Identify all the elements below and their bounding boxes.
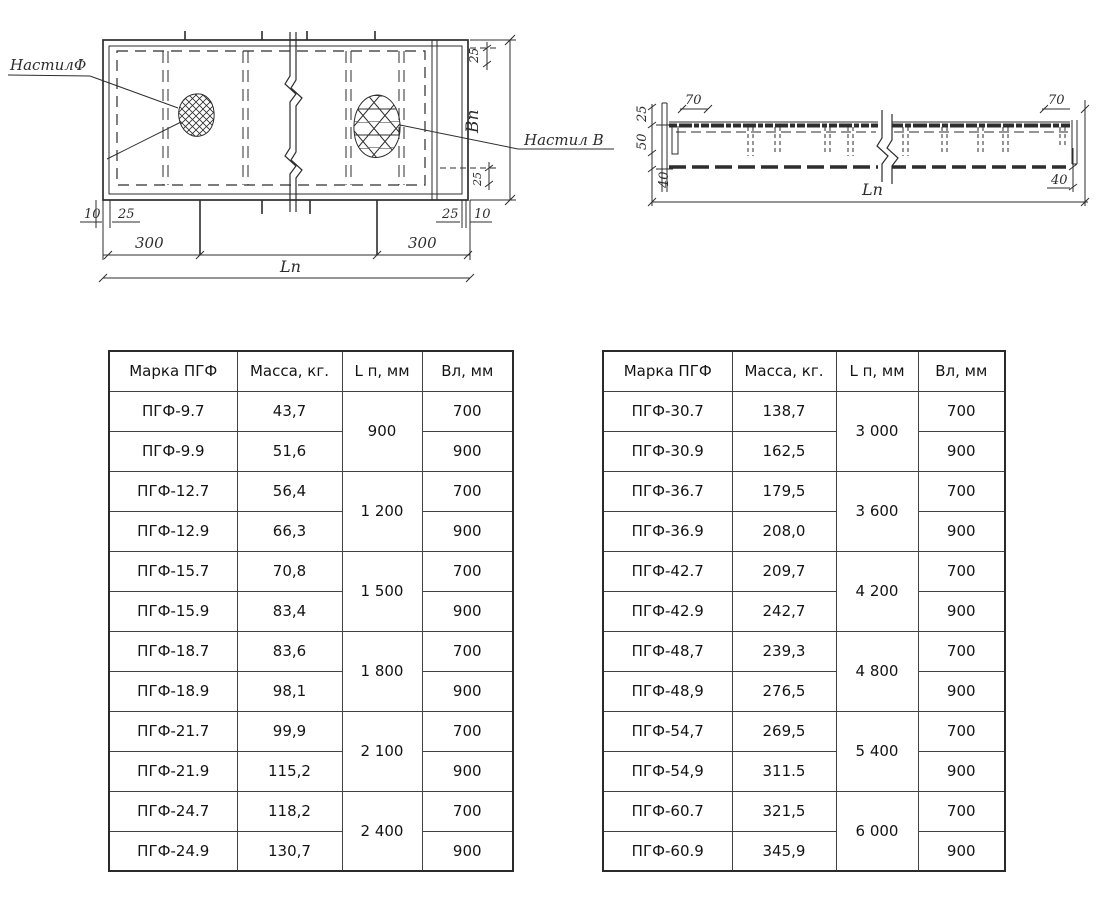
cell-mass: 311.5 (732, 751, 836, 791)
cell-mass: 56,4 (237, 471, 342, 511)
cell-mass: 239,3 (732, 631, 836, 671)
cell-mass: 162,5 (732, 431, 836, 471)
cell-mark: ПГФ-12.9 (109, 511, 237, 551)
cell-mass: 209,7 (732, 551, 836, 591)
table-row (109, 791, 513, 831)
section-dim-25: 25 (635, 105, 650, 122)
cell-bl: 900 (422, 431, 513, 471)
cell-mark: ПГФ-60.9 (603, 831, 732, 871)
table-row (109, 511, 513, 551)
dim-lp-plan (99, 257, 474, 282)
cell-mark: ПГФ-9.9 (109, 431, 237, 471)
header-mark: Марка ПГФ (109, 351, 237, 391)
table-header-row (603, 351, 1005, 391)
cell-bl: 900 (918, 511, 1005, 551)
table-row (603, 431, 1005, 471)
cell-bl: 700 (918, 551, 1005, 591)
cell-bl: 700 (918, 471, 1005, 511)
table-row (603, 511, 1005, 551)
cell-bl: 700 (422, 631, 513, 671)
cell-mass: 43,7 (237, 391, 342, 431)
cell-bl: 900 (918, 431, 1005, 471)
cell-bl: 700 (918, 711, 1005, 751)
table-row (603, 631, 1005, 671)
header-mark: Марка ПГФ (603, 351, 732, 391)
cell-lp: 4 200 (836, 551, 918, 631)
table-row (109, 671, 513, 711)
cell-bl: 900 (422, 751, 513, 791)
cell-bl: 900 (422, 511, 513, 551)
cell-mark: ПГФ-42.7 (603, 551, 732, 591)
section-dim-70-left: 70 (685, 93, 702, 108)
dim-top-25 (467, 42, 497, 70)
nastil-v-label: Настил В (524, 131, 604, 149)
cell-lp: 2 400 (342, 791, 422, 871)
cell-lp: 5 400 (836, 711, 918, 791)
plan-view-drawing (0, 18, 620, 290)
table-row (603, 551, 1005, 591)
cell-lp: 4 800 (836, 631, 918, 711)
section-dim-lp: Lп (862, 180, 883, 199)
cell-mark: ПГФ-18.9 (109, 671, 237, 711)
cell-bl: 900 (422, 591, 513, 631)
cell-mass: 118,2 (237, 791, 342, 831)
cell-bl: 700 (422, 471, 513, 511)
table-row (109, 711, 513, 751)
section-dim-50: 50 (635, 133, 650, 150)
dim-bottom-left (80, 200, 140, 260)
table-row (109, 751, 513, 791)
cell-mass: 130,7 (237, 831, 342, 871)
table-row (603, 471, 1005, 511)
cell-lp: 1 200 (342, 471, 422, 551)
cell-mark: ПГФ-48,7 (603, 631, 732, 671)
table-row (109, 471, 513, 511)
cell-mark: ПГФ-42.9 (603, 591, 732, 631)
cell-mark: ПГФ-21.7 (109, 711, 237, 751)
cell-bl: 900 (918, 831, 1005, 871)
label-nastil-f (8, 56, 181, 159)
table-row (603, 791, 1005, 831)
table-row (603, 711, 1005, 751)
dim-70-left (678, 93, 712, 113)
cell-mass: 98,1 (237, 671, 342, 711)
dim-lp-section (648, 180, 1089, 206)
table-row (603, 751, 1005, 791)
cell-mark: ПГФ-12.7 (109, 471, 237, 511)
header-lp: L п, мм (342, 351, 422, 391)
cell-lp: 900 (342, 391, 422, 471)
cell-bl: 900 (918, 751, 1005, 791)
table-row (109, 631, 513, 671)
cell-bl: 700 (422, 551, 513, 591)
cell-mark: ПГФ-24.9 (109, 831, 237, 871)
cell-mark: ПГФ-30.7 (603, 391, 732, 431)
cell-mass: 269,5 (732, 711, 836, 751)
spec-table-right (602, 350, 1006, 872)
cell-mass: 83,6 (237, 631, 342, 671)
plan-dim-25-right: 25 (442, 207, 459, 222)
plan-dim-25-inner: 25 (471, 172, 484, 186)
table-row (603, 831, 1005, 871)
table-row (109, 431, 513, 471)
section-dim-40-left: 40 (657, 171, 672, 188)
plan-dim-bp: Вп (463, 109, 483, 133)
nastil-f-hatch (179, 94, 214, 136)
panel-frame (103, 40, 468, 200)
section-break-lines (877, 110, 898, 184)
dim-bottom-right (436, 200, 492, 260)
cell-mass: 179,5 (732, 471, 836, 511)
cell-mark: ПГФ-54,9 (603, 751, 732, 791)
cell-bl: 900 (918, 591, 1005, 631)
cell-mass: 321,5 (732, 791, 836, 831)
cell-mass: 51,6 (237, 431, 342, 471)
table-row (109, 391, 513, 431)
cell-lp: 1 800 (342, 631, 422, 711)
edge-ticks (185, 31, 377, 255)
plan-dim-25-top: 25 (467, 47, 481, 63)
cell-bl: 700 (918, 791, 1005, 831)
cell-bl: 700 (422, 391, 513, 431)
cell-mass: 66,3 (237, 511, 342, 551)
table-row (603, 591, 1005, 631)
plan-dim-300-right: 300 (408, 234, 437, 252)
cell-bl: 700 (422, 711, 513, 751)
cell-mark: ПГФ-9.7 (109, 391, 237, 431)
plan-dim-10-right: 10 (474, 207, 491, 222)
dim-70-right (1040, 93, 1089, 113)
cell-mark: ПГФ-21.9 (109, 751, 237, 791)
cell-lp: 2 100 (342, 711, 422, 791)
cell-mass: 70,8 (237, 551, 342, 591)
table-row (603, 391, 1005, 431)
cell-bl: 900 (918, 671, 1005, 711)
nastil-v-hatch (354, 95, 400, 157)
cell-mark: ПГФ-60.7 (603, 791, 732, 831)
cell-mark: ПГФ-36.9 (603, 511, 732, 551)
cell-bl: 900 (422, 671, 513, 711)
table-row (109, 551, 513, 591)
header-mass: Масса, кг. (732, 351, 836, 391)
rebar-studs (672, 126, 1065, 156)
cell-bl: 700 (918, 631, 1005, 671)
plan-dim-lp: Lп (280, 257, 301, 276)
section-dim-70-right: 70 (1048, 93, 1065, 108)
cell-lp: 6 000 (836, 791, 918, 871)
header-bl: Вл, мм (918, 351, 1005, 391)
cell-mass: 208,0 (732, 511, 836, 551)
table-row (603, 671, 1005, 711)
cell-lp: 1 500 (342, 551, 422, 631)
section-view-drawing (620, 80, 1116, 235)
cell-mark: ПГФ-48,9 (603, 671, 732, 711)
table-row (109, 591, 513, 631)
cell-lp: 3 600 (836, 471, 918, 551)
spec-table-left (108, 350, 514, 872)
plan-dim-25-left: 25 (118, 207, 135, 222)
cell-bl: 700 (422, 791, 513, 831)
section-dim-40-right: 40 (1051, 173, 1068, 188)
dim-300 (103, 234, 472, 259)
plan-dim-300-left: 300 (135, 234, 164, 252)
cell-lp: 3 000 (836, 391, 918, 471)
dim-40-right (1047, 148, 1077, 192)
cell-mass: 99,9 (237, 711, 342, 751)
cell-mass: 242,7 (732, 591, 836, 631)
header-bl: Вл, мм (422, 351, 513, 391)
cell-mark: ПГФ-30.9 (603, 431, 732, 471)
cell-mark: ПГФ-24.7 (109, 791, 237, 831)
cell-mass: 138,7 (732, 391, 836, 431)
cell-mark: ПГФ-36.7 (603, 471, 732, 511)
cell-mass: 345,9 (732, 831, 836, 871)
cell-mark: ПГФ-15.7 (109, 551, 237, 591)
plan-dim-10-left: 10 (84, 207, 101, 222)
cell-mark: ПГФ-54,7 (603, 711, 732, 751)
header-lp: L п, мм (836, 351, 918, 391)
cell-mass: 276,5 (732, 671, 836, 711)
cell-mark: ПГФ-18.7 (109, 631, 237, 671)
cell-mark: ПГФ-15.9 (109, 591, 237, 631)
nastil-f-label: НастилФ (10, 56, 87, 74)
header-mass: Масса, кг. (237, 351, 342, 391)
cell-bl: 700 (918, 391, 1005, 431)
cell-mass: 115,2 (237, 751, 342, 791)
table-header-row (109, 351, 513, 391)
cell-mass: 83,4 (237, 591, 342, 631)
dim-chain-left (635, 104, 672, 206)
table-row (109, 831, 513, 871)
cell-bl: 900 (422, 831, 513, 871)
